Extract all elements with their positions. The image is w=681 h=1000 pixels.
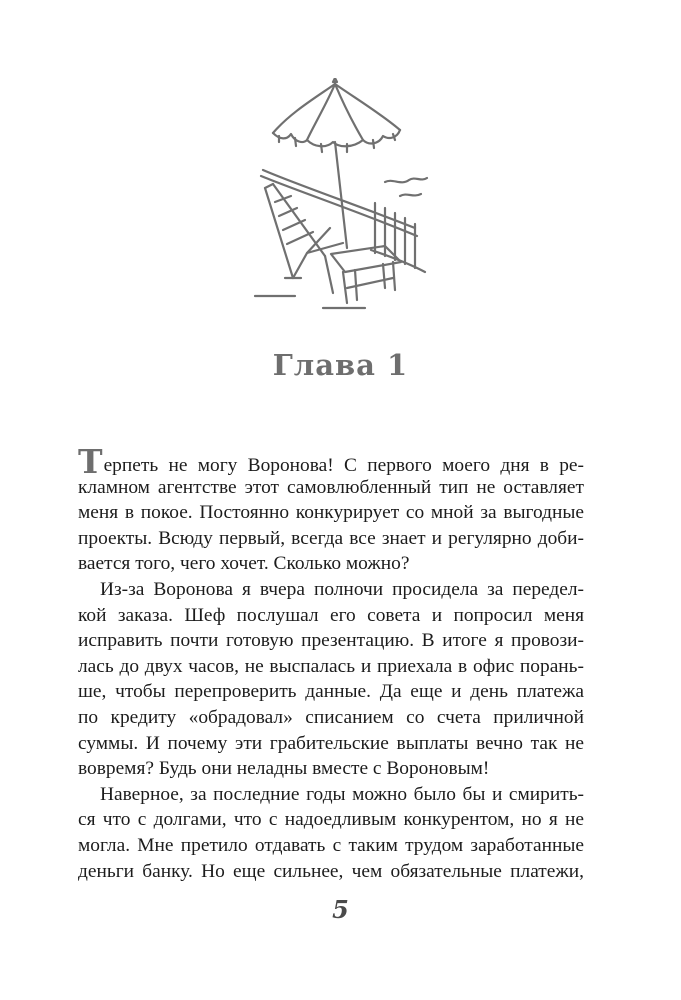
text-line: ся что с долгами, что с надоедливым конкурентом, но я не	[78, 809, 584, 831]
text-line: лась до двух часов, не выспалась и приехала в офис порань-	[78, 655, 584, 677]
text-line: по кредиту «обрадовал» списанием со счета приличной	[78, 706, 584, 728]
chapter-body	[78, 442, 584, 884]
text-line: Из-за Воронова я вчера полночи просидела за передел-	[100, 578, 584, 600]
page-number: 5	[332, 895, 349, 924]
text-line: вается того, чего хочет. Сколько можно?	[78, 553, 410, 575]
text-line: ше, чтобы перепроверить данные. Да еще и день платежа	[78, 681, 584, 703]
chapter-title: Глава 1	[272, 348, 409, 382]
text-line: деньги банку. Но еще сильнее, чем обязательные платежи,	[78, 860, 584, 882]
paragraph	[78, 577, 584, 782]
text-line: кой заказа. Шеф послушал его совета и попросил меня	[78, 604, 584, 626]
text-line: исправить почти готовую презентацию. В итоге я провози-	[78, 630, 584, 652]
text-line: меня в покое. Постоянно конкурирует со мной за выгодные	[78, 502, 584, 524]
drop-cap: Т	[78, 442, 103, 481]
text-line: суммы. И почему эти грабительские выплаты вечно так не	[78, 732, 584, 754]
beach-umbrella-deckchair-icon	[235, 78, 445, 318]
paragraph	[78, 442, 584, 577]
text-line: Терпеть не могу Воронова! С первого моего дня в ре-	[78, 442, 584, 481]
paragraph	[78, 782, 584, 884]
text-line: могла. Мне претило отдавать с таким трудом заработанные	[78, 834, 584, 856]
text-line: кламном агентстве этот самовлюбленный тип не оставляет	[78, 476, 584, 498]
text-line: проекты. Всюду первый, всегда все знает и регулярно доби-	[78, 527, 584, 549]
text-line: вовремя? Будь они неладны вместе с Вороновым!	[78, 758, 490, 780]
text-line: Наверное, за последние годы можно было бы и смирить-	[100, 783, 584, 805]
